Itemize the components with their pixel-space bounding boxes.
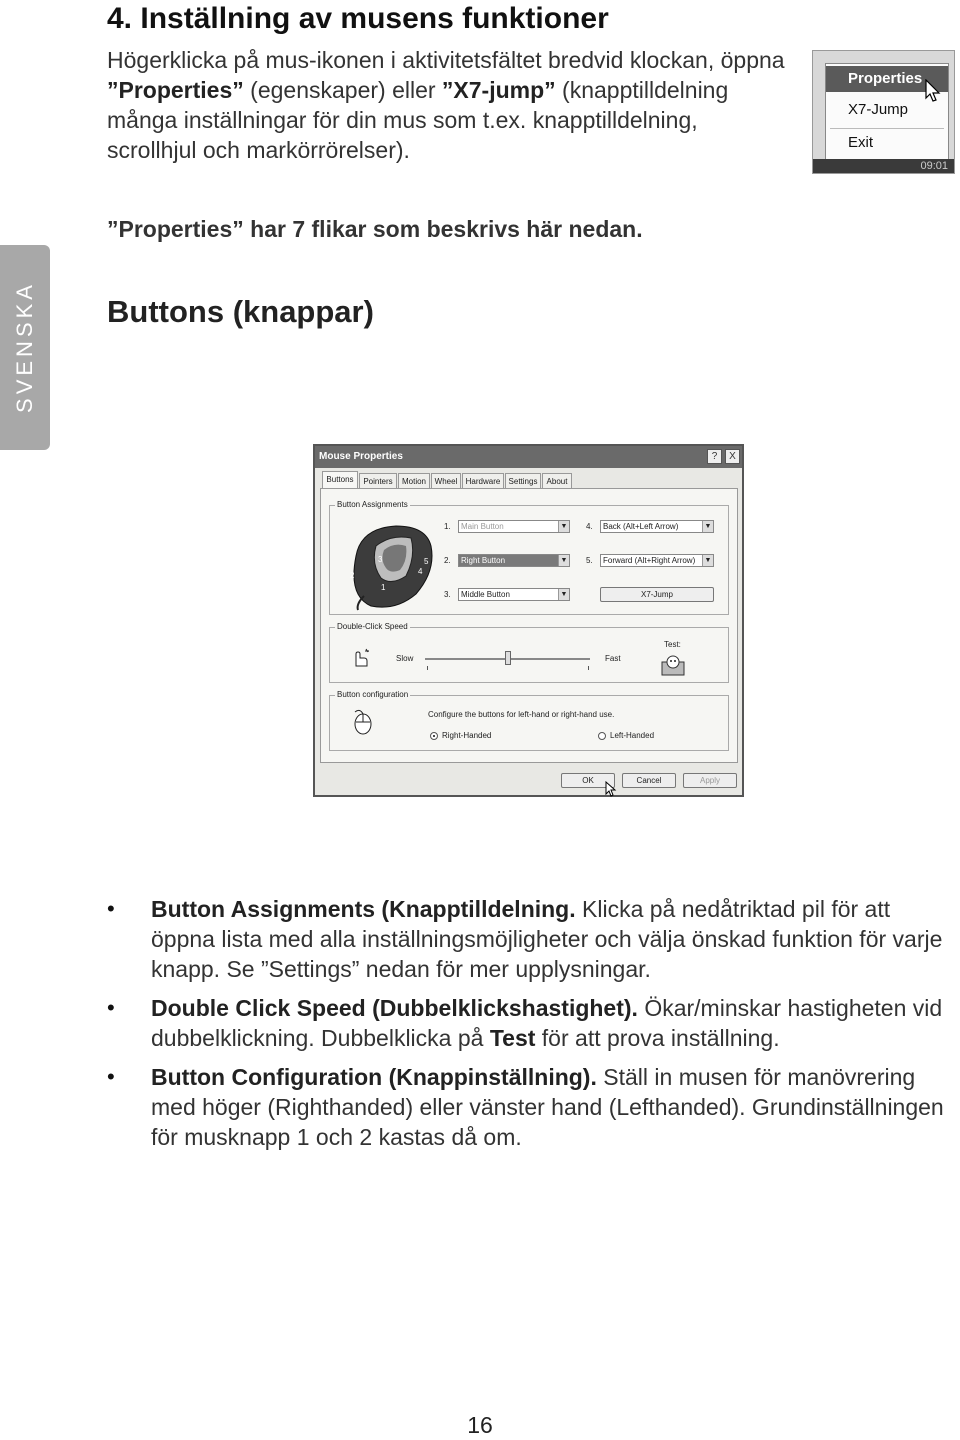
- dialog-title: Mouse Properties: [319, 451, 403, 462]
- chevron-down-icon[interactable]: ▼: [702, 555, 713, 566]
- list-item: [107, 1062, 952, 1152]
- tray-menu-screenshot: [812, 50, 955, 174]
- slot-3-number: 3.: [444, 590, 451, 599]
- mouse-cursor-icon: [925, 79, 943, 103]
- apply-button[interactable]: Apply: [683, 773, 737, 788]
- hand-pointer-icon: [350, 646, 372, 668]
- slot-2-number: 2.: [444, 556, 451, 565]
- button-configuration-label: Button configuration: [337, 690, 409, 699]
- ok-button[interactable]: OK: [561, 773, 615, 788]
- tab-wheel[interactable]: Wheel: [431, 473, 461, 489]
- taskbar-clock: 09:01: [813, 159, 954, 173]
- bullet-3-title: Button Configuration (Knappinställning).: [151, 1064, 597, 1090]
- bullet-list: [107, 894, 952, 1161]
- slow-label: Slow: [396, 654, 414, 663]
- test-label: Test:: [664, 640, 681, 649]
- slot-1-number: 1.: [444, 522, 451, 531]
- button-configuration-group: [329, 690, 729, 751]
- bullet-dot: •: [107, 896, 115, 921]
- tab-buttons[interactable]: Buttons: [322, 471, 358, 489]
- slot-4-number: 4.: [586, 522, 593, 531]
- tray-menu-item-properties[interactable]: Properties: [826, 66, 948, 92]
- bullet-dot: •: [107, 1064, 115, 1089]
- list-item: [107, 993, 952, 1053]
- close-button[interactable]: X: [725, 449, 740, 464]
- tab-settings[interactable]: Settings: [505, 473, 541, 489]
- bullet-3-text: Ställ in musen för manövrering med höger (Righthanded) eller vänster hand (Lefthanded). Grundinställningen för musknapp 1 och 2 kastas då om.: [151, 1064, 944, 1150]
- slot-2-value: Right Button: [461, 556, 506, 565]
- slot-1-value: Main Button: [461, 522, 504, 531]
- test-jack-in-box-icon[interactable]: [661, 654, 686, 676]
- language-label: SVENSKA: [12, 281, 37, 413]
- page-heading: 4. Inställning av musens funktioner: [107, 2, 609, 35]
- slot-1-select[interactable]: [458, 520, 570, 533]
- tab-hardware[interactable]: Hardware: [462, 473, 504, 489]
- tray-menu-item-x7jump[interactable]: X7-Jump: [848, 101, 909, 118]
- intro-text-1: Högerklicka på mus-ikonen i aktivitetsfältet bredvid klockan, öppna: [107, 47, 785, 73]
- mouse-cursor-icon: [605, 781, 617, 797]
- mouse-label-1: 1: [381, 583, 386, 592]
- page-number: 16: [467, 1412, 493, 1438]
- button-assignments-group: [329, 500, 729, 615]
- bullet-dot: •: [107, 995, 115, 1020]
- slider-tick: [427, 666, 428, 670]
- bullet-2-title: Double Click Speed (Dubbelklickshastighet).: [151, 995, 638, 1021]
- language-side-tab: [0, 245, 50, 450]
- slider-thumb[interactable]: [505, 651, 511, 665]
- config-description: Configure the buttons for left-hand or right-hand use.: [428, 710, 615, 719]
- slot-2-select[interactable]: [458, 554, 570, 567]
- mouse-label-2: 2: [350, 571, 355, 580]
- slot-5-number: 5.: [586, 556, 593, 565]
- mouse-label-5: 5: [424, 557, 429, 566]
- slot-3-value: Middle Button: [461, 590, 510, 599]
- bullet-2-text-end: för att prova inställning.: [535, 1025, 780, 1051]
- dialog-titlebar: [315, 446, 742, 468]
- mouse-properties-dialog: [313, 444, 744, 797]
- help-button[interactable]: ?: [707, 449, 722, 464]
- intro-properties: ”Properties”: [107, 77, 244, 103]
- chevron-down-icon[interactable]: ▼: [702, 521, 713, 532]
- intro-paragraph: [107, 45, 787, 165]
- tab-motion[interactable]: Motion: [398, 473, 430, 489]
- cancel-button[interactable]: Cancel: [622, 773, 676, 788]
- buttons-tab-panel: [320, 488, 738, 763]
- bullet-1-title: Button Assignments (Knapptilldelning.: [151, 896, 576, 922]
- tray-menu-separator: [830, 128, 944, 129]
- double-click-speed-label: Double-Click Speed: [337, 622, 408, 631]
- button-assignments-label: Button Assignments: [337, 500, 408, 509]
- slot-4-select[interactable]: [600, 520, 714, 533]
- intro-x7jump: ”X7-jump”: [441, 77, 556, 103]
- slot-5-value: Forward (Alt+Right Arrow): [603, 556, 696, 565]
- chevron-down-icon[interactable]: ▼: [558, 521, 569, 532]
- mouse-config-icon: [352, 708, 374, 736]
- bullet-2-test: Test: [489, 1025, 536, 1051]
- x7-jump-button[interactable]: X7-Jump: [600, 587, 714, 602]
- tray-context-menu: [825, 63, 949, 161]
- chevron-down-icon[interactable]: ▼: [558, 555, 569, 566]
- section-title: Buttons (knappar): [107, 294, 374, 329]
- slot-4-value: Back (Alt+Left Arrow): [603, 522, 679, 531]
- left-handed-radio[interactable]: [598, 732, 606, 740]
- list-item: [107, 894, 952, 984]
- mouse-label-3: 3: [378, 555, 383, 564]
- tab-pointers[interactable]: Pointers: [359, 473, 397, 489]
- mouse-illustration-icon: [336, 516, 441, 611]
- properties-tabs-note: ”Properties” har 7 flikar som beskrivs här nedan.: [107, 216, 643, 242]
- bullet-2-text: Ökar/minskar hastigheten vid dubbelklickning. Dubbelklicka på: [151, 995, 943, 1051]
- double-click-speed-group: [329, 622, 729, 683]
- fast-label: Fast: [605, 654, 621, 663]
- bullet-1-text: Klicka på nedåtriktad pil för att öppna lista med alla inställningsmöjligheter och välja önskad funktion för varje knapp. Se ”Settings” nedan för mer upplysningar.: [151, 896, 943, 982]
- left-handed-label: Left-Handed: [610, 731, 655, 740]
- intro-text-3: (knapptilldelning många inställningar för din mus som t.ex. knapptilldelning, scrollhjul och markörrörelser).: [107, 77, 729, 163]
- slider-tick: [588, 666, 589, 670]
- intro-text-2: (egenskaper) eller: [243, 77, 442, 103]
- slot-3-select[interactable]: [458, 588, 570, 601]
- tab-about[interactable]: About: [542, 473, 572, 489]
- slot-5-select[interactable]: [600, 554, 714, 567]
- tray-menu-item-exit[interactable]: Exit: [848, 134, 874, 151]
- chevron-down-icon[interactable]: ▼: [558, 589, 569, 600]
- mouse-label-4: 4: [418, 567, 423, 576]
- right-handed-radio[interactable]: [430, 732, 438, 740]
- right-handed-label: Right-Handed: [442, 731, 492, 740]
